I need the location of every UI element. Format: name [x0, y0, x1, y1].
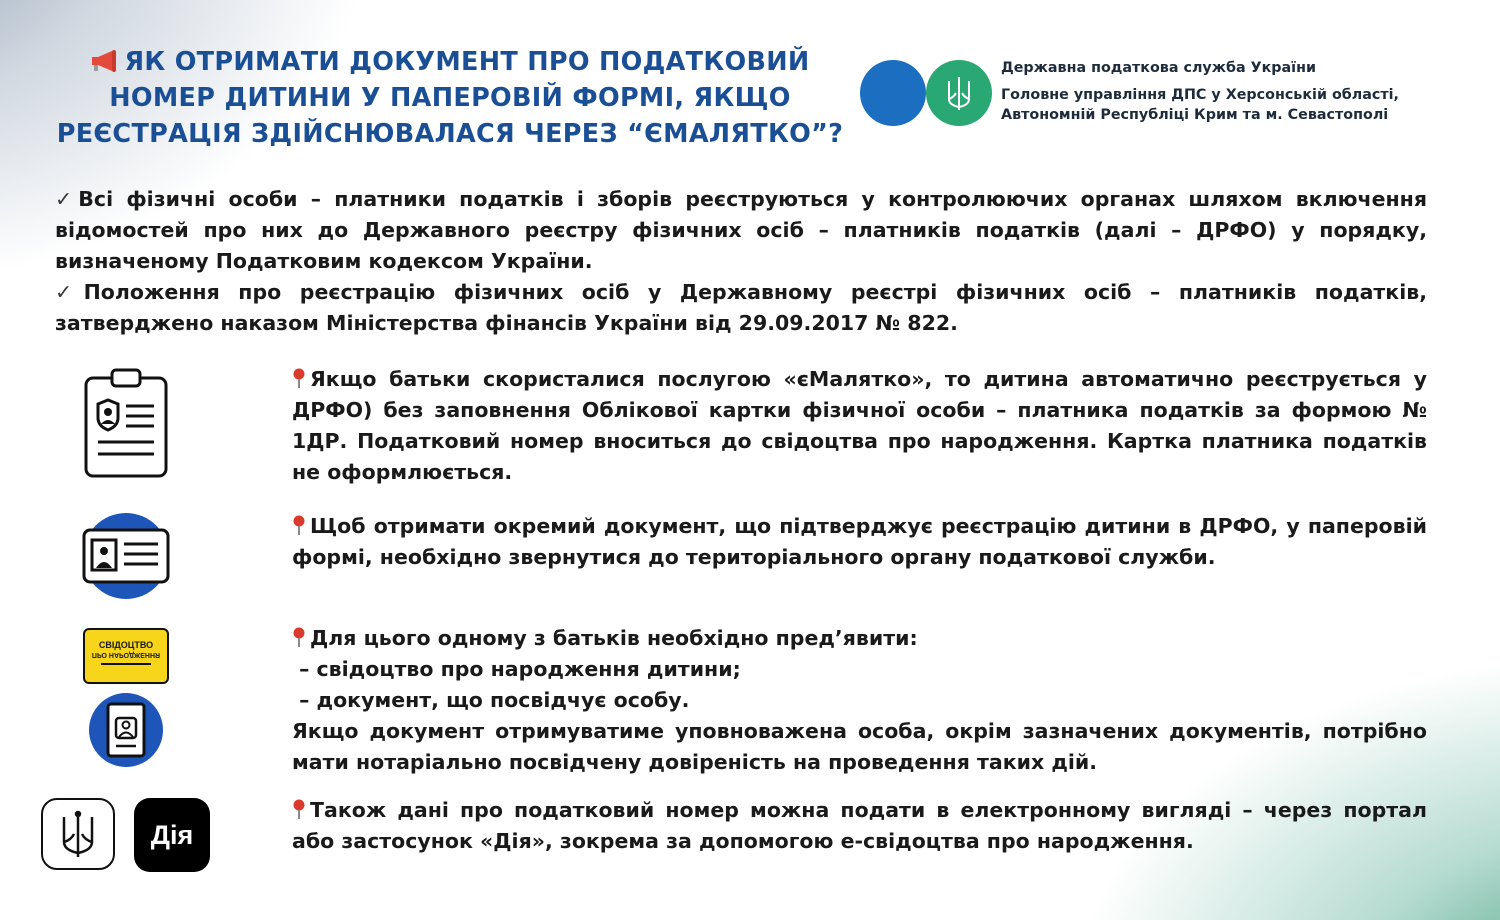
- title-line-3: РЕЄСТРАЦІЯ ЗДІЙСНЮВАЛАСЯ ЧЕРЕЗ “ЄМАЛЯТКО”?: [56, 119, 844, 149]
- info-text-3-line-4: Якщо документ отримуватиме уповноважена особа, окрім зазначених документів, потрібно мати нотаріально посвідчену довіреність на проведення таких дій.: [292, 719, 1427, 774]
- org-name-line-2: Головне управління ДПС у Херсонській області,: [1001, 87, 1399, 103]
- trident-app-icon: [41, 798, 115, 870]
- checkmark-icon: ✓: [55, 280, 84, 304]
- page-title: [40, 44, 860, 152]
- org-name-line-1: Державна податкова служба України: [1001, 60, 1316, 76]
- birth-certificate-icon: [83, 628, 169, 684]
- info-text-3-line-1: Для цього одному з батьків необхідно пред’явити:: [310, 626, 918, 650]
- title-line-1: ЯК ОТРИМАТИ ДОКУМЕНТ ПРО ПОДАТКОВИЙ: [124, 47, 810, 77]
- intro-text-1: Всі фізичні особи – платники податків і зборів реєструються у контролюючих органах шляхом включення відомостей про них до Державного реєстру фізичних осіб – платників податків (далі – ДРФО) у порядку, визначеному Податковим кодексом України.: [55, 187, 1427, 273]
- map-pin-icon: [292, 515, 306, 535]
- info-block-2: [292, 511, 1427, 573]
- org-name-line-3: Автономній Республіці Крим та м. Севастополі: [1001, 107, 1389, 123]
- logo-blue-circle: [860, 60, 926, 126]
- info-text-4: Також дані про податковий номер можна подати в електронному вигляді – через портал або застосунок «Дія», зокрема за допомогою е-свідоцтва про народження.: [292, 798, 1427, 853]
- info-text-1: Якщо батьки скористалися послугою «єМалятко», то дитина автоматично реєструється у ДРФО) без заповнення Облікової картки фізичної особи – платника податків за формою № 1ДР. Податковий номер вноситься до свідоцтва про народження. Картка платника податків не оформлюється.: [292, 367, 1427, 484]
- intro-text-2: Положення про реєстрацію фізичних осіб у Державному реєстрі фізичних осіб – платників податків, затверджено наказом Міністерства фінансів України від 29.09.2017 № 822.: [55, 280, 1427, 335]
- trident-icon: [946, 75, 972, 111]
- intro-paragraph-2: [55, 277, 1427, 339]
- org-name: [1001, 58, 1399, 125]
- clipboard-id-icon: [80, 366, 172, 480]
- map-pin-icon: [292, 368, 306, 388]
- personal-id-icon: [88, 692, 164, 768]
- info-block-4: [292, 795, 1427, 857]
- org-logo-block: [860, 58, 1480, 128]
- info-text-3-line-3: – документ, що посвідчує особу.: [299, 688, 690, 712]
- intro-section: [55, 184, 1427, 339]
- info-block-3: [292, 623, 1427, 778]
- diia-app-icon: Дія: [134, 798, 210, 872]
- title-line-2: НОМЕР ДИТИНИ У ПАПЕРОВІЙ ФОРМІ, ЯКЩО: [109, 83, 791, 113]
- intro-paragraph-1: [55, 184, 1427, 277]
- info-block-1: [292, 364, 1427, 488]
- cert-label-top: СВІДОЦТВО: [98, 640, 154, 650]
- map-pin-icon: [292, 799, 306, 819]
- checkmark-icon: ✓: [55, 187, 79, 211]
- id-card-icon: [82, 512, 170, 600]
- cert-label-bottom: ПРО НАРОДЖЕННЯ: [91, 651, 161, 658]
- trident-icon: [60, 809, 96, 859]
- map-pin-icon: [292, 627, 306, 647]
- info-text-2: Щоб отримати окремий документ, що підтверджує реєстрацію дитини в ДРФО, у паперовій формі, необхідно звернутися до територіального органу податкової служби.: [292, 514, 1427, 569]
- info-text-3-line-2: – свідоцтво про народження дитини;: [299, 657, 741, 681]
- megaphone-icon: [90, 50, 120, 72]
- logo-green-circle: [926, 60, 992, 126]
